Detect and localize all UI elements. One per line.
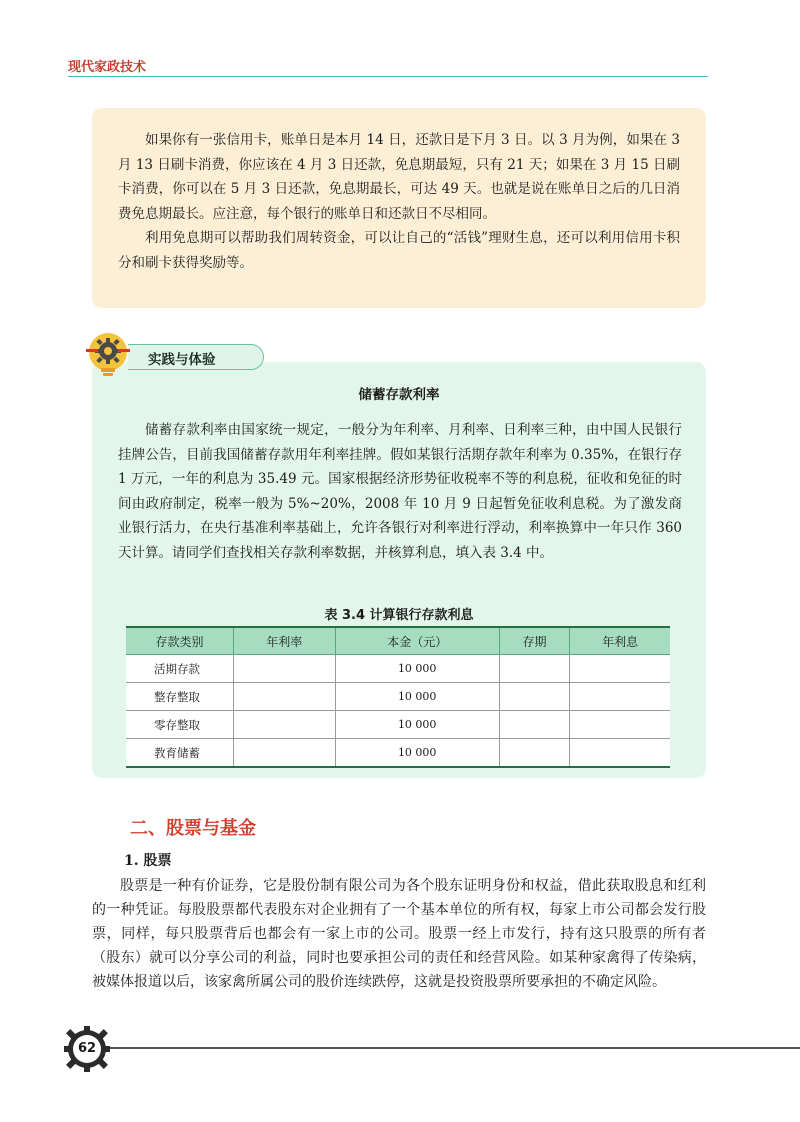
interest-table [126, 626, 670, 768]
table-header-row [126, 627, 670, 655]
tip-paragraph: 利用免息期可以帮助我们周转资金，可以让自己的“活钱”理财生息，还可以利用信用卡积分和刷卡获得奖励等。 [118, 230, 680, 271]
practice-tab [128, 344, 264, 370]
table-row [126, 683, 670, 711]
table-row [126, 711, 670, 739]
table-row [126, 655, 670, 683]
table-cell [499, 683, 569, 711]
table-header-cell: 年利率 [234, 627, 336, 655]
table-cell [499, 711, 569, 739]
table-cell [570, 739, 670, 768]
table-cell: 10 000 [335, 739, 499, 768]
table-cell: 活期存款 [126, 655, 234, 683]
table-caption: 表 3.4 计算银行存款利息 [324, 608, 474, 623]
practice-tab-label: 实践与体验 [148, 352, 216, 368]
table-cell [234, 711, 336, 739]
table-cell: 10 000 [335, 683, 499, 711]
table-cell [234, 683, 336, 711]
running-header: 现代家政技术 [68, 60, 147, 75]
practice-title: 储蓄存款利率 [358, 387, 440, 403]
body-paragraph: 股票是一种有价证券，它是股份制有限公司为各个股东证明身份和权益，借此获取股息和红利的一种凭证。每股股票都代表股东对企业拥有了一个基本单位的所有权，每家上市公司都会发行股票，同样，每只股票背后也都会有一家上市的公司。股票一经上市发行，持有这只股票的所有者（股东）就可以分享公司的利益，同时也要承担公司的责任和经营风险。如某种家禽得了传染病，被媒体报道以后，该家禽所属公司的股价连续跌停，这就是投资股票所要承担的不确定风险。 [92, 878, 706, 990]
practice-body: 储蓄存款利率由国家统一规定，一般分为年利率、月利率、日利率三种，由中国人民银行挂牌公告，目前我国储蓄存款用年利率挂牌。假如某银行活期存款年利率为 0.35%，在银行存 1 万元，一年的利息为 35.49 元。国家根据经济形势征收税率不等的利息税，征收和免征的时间由政府制定，税率一般为 5%~20%，2008 年 10 月 9 日起暂免征收利息税。为了激发商业银行活力，在央行基准利率基础上，允许各银行对利率进行浮动，利率换算中一年只作 360 天计算。请同学们查找相关存款利率数据，并核算利息，填入表 3.4 中。 [118, 422, 682, 561]
table-cell [499, 655, 569, 683]
table-header-cell: 存款类别 [126, 627, 234, 655]
table-row [126, 739, 670, 768]
table-cell [234, 739, 336, 768]
table-cell [570, 711, 670, 739]
tip-box [92, 108, 706, 308]
header-rule [68, 76, 708, 77]
section-heading: 二、股票与基金 [130, 818, 256, 839]
footer-rule [104, 1047, 800, 1049]
table-cell [570, 655, 670, 683]
table-cell: 零存整取 [126, 711, 234, 739]
table-cell [499, 739, 569, 768]
table-cell [570, 683, 670, 711]
subsection-heading: 1. 股票 [124, 853, 172, 869]
table-header-cell: 本金（元） [335, 627, 499, 655]
table-cell [234, 655, 336, 683]
table-cell: 10 000 [335, 711, 499, 739]
table-header-cell: 年利息 [570, 627, 670, 655]
page-number: 62 [77, 1041, 97, 1056]
table-cell: 整存整取 [126, 683, 234, 711]
table-cell: 教育储蓄 [126, 739, 234, 768]
tip-paragraph: 如果你有一张信用卡，账单日是本月 14 日，还款日是下月 3 日。以 3 月为例，如果在 3 月 13 日刷卡消费，你应该在 4 月 3 日还款，免息期最短，只有 21 天；如果在 3 月 15 日刷卡消费，你可以在 5 月 3 日还款，免息期最长，可达 49 天。也就是说在账单日之后的几日消费免息期最长。应注意，每个银行的账单日和还款日不尽相同。 [118, 132, 680, 222]
lightbulb-gear-icon [84, 330, 132, 378]
table-cell: 10 000 [335, 655, 499, 683]
table-header-cell: 存期 [499, 627, 569, 655]
